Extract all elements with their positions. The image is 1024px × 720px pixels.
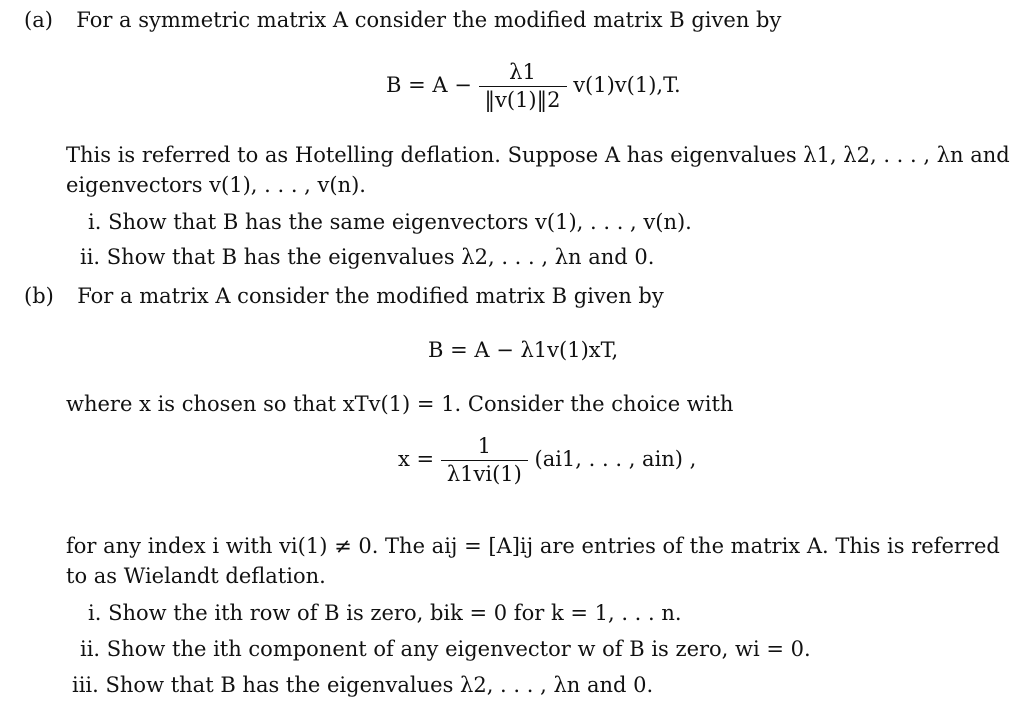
hotelling-fraction — [479, 62, 567, 111]
part-b-item-i — [88, 603, 682, 624]
part-b-intro-line — [24, 286, 664, 307]
part-b-item-iii-text: Show that B has the eigenvalues λ2, . . . , λn and 0. — [105, 673, 654, 697]
part-b-item-ii-text: Show the ith component of any eigenvector w of B is zero, wi = 0. — [106, 637, 811, 661]
part-a-item-ii — [80, 247, 654, 268]
part-a-label: (a) — [24, 8, 53, 32]
hotelling-equation — [386, 62, 681, 111]
part-a-text-2: eigenvectors v(1), . . . , v(n). — [66, 173, 366, 197]
part-a-item-i-text: Show that B has the same eigenvectors v(1), . . . , v(n). — [108, 210, 692, 234]
wielandt-fraction — [441, 436, 528, 485]
part-a-intro-line — [24, 10, 781, 31]
wielandt-equation-2-rhs: (ai1, . . . , ain) , — [534, 447, 697, 471]
hotelling-fraction-numerator: λ1 — [509, 60, 536, 84]
part-a-item-i — [88, 212, 692, 233]
part-b-text-2: to as Wielandt deflation. — [66, 564, 326, 588]
part-a-item-ii-text: Show that B has the eigenvalues λ2, . . . , λn and 0. — [106, 245, 655, 269]
part-a-text-1: This is referred to as Hotelling deflation. Suppose A has eigenvalues λ1, λ2, . . . , λn and — [66, 143, 1010, 167]
part-b-item-ii — [80, 639, 811, 660]
hotelling-equation-lhs: B = A − — [386, 73, 472, 97]
wielandt-equation-2 — [398, 436, 696, 485]
part-b-item-iii — [72, 675, 653, 696]
hotelling-equation-rhs: v(1)v(1),T. — [573, 73, 681, 97]
hotelling-fraction-denominator: ‖v(1)‖2 — [479, 86, 567, 111]
part-b-item-ii-label: ii. — [80, 637, 101, 661]
part-b-item-iii-label: iii. — [72, 673, 99, 697]
part-b-where-text: where x is chosen so that xTv(1) = 1. Consider the choice with — [66, 392, 734, 416]
part-a-intro: For a symmetric matrix A consider the modified matrix B given by — [76, 8, 782, 32]
part-b-intro: For a matrix A consider the modified matrix B given by — [77, 284, 664, 308]
part-b-item-i-text: Show the ith row of B is zero, bik = 0 for k = 1, . . . n. — [108, 601, 682, 625]
part-b-label: (b) — [24, 284, 54, 308]
part-a-item-ii-label: ii. — [80, 245, 101, 269]
part-b-text-1: for any index i with vi(1) ≠ 0. The aij = [A]ij are entries of the matrix A. This is referred — [66, 534, 1000, 558]
part-a-item-i-label: i. — [88, 210, 102, 234]
wielandt-fraction-numerator: 1 — [477, 434, 491, 458]
wielandt-equation-2-lhs: x = — [398, 447, 435, 471]
part-b-item-i-label: i. — [88, 601, 102, 625]
wielandt-fraction-denominator: λ1vi(1) — [441, 460, 528, 485]
wielandt-equation-1: B = A − λ1v(1)xT, — [428, 338, 619, 362]
